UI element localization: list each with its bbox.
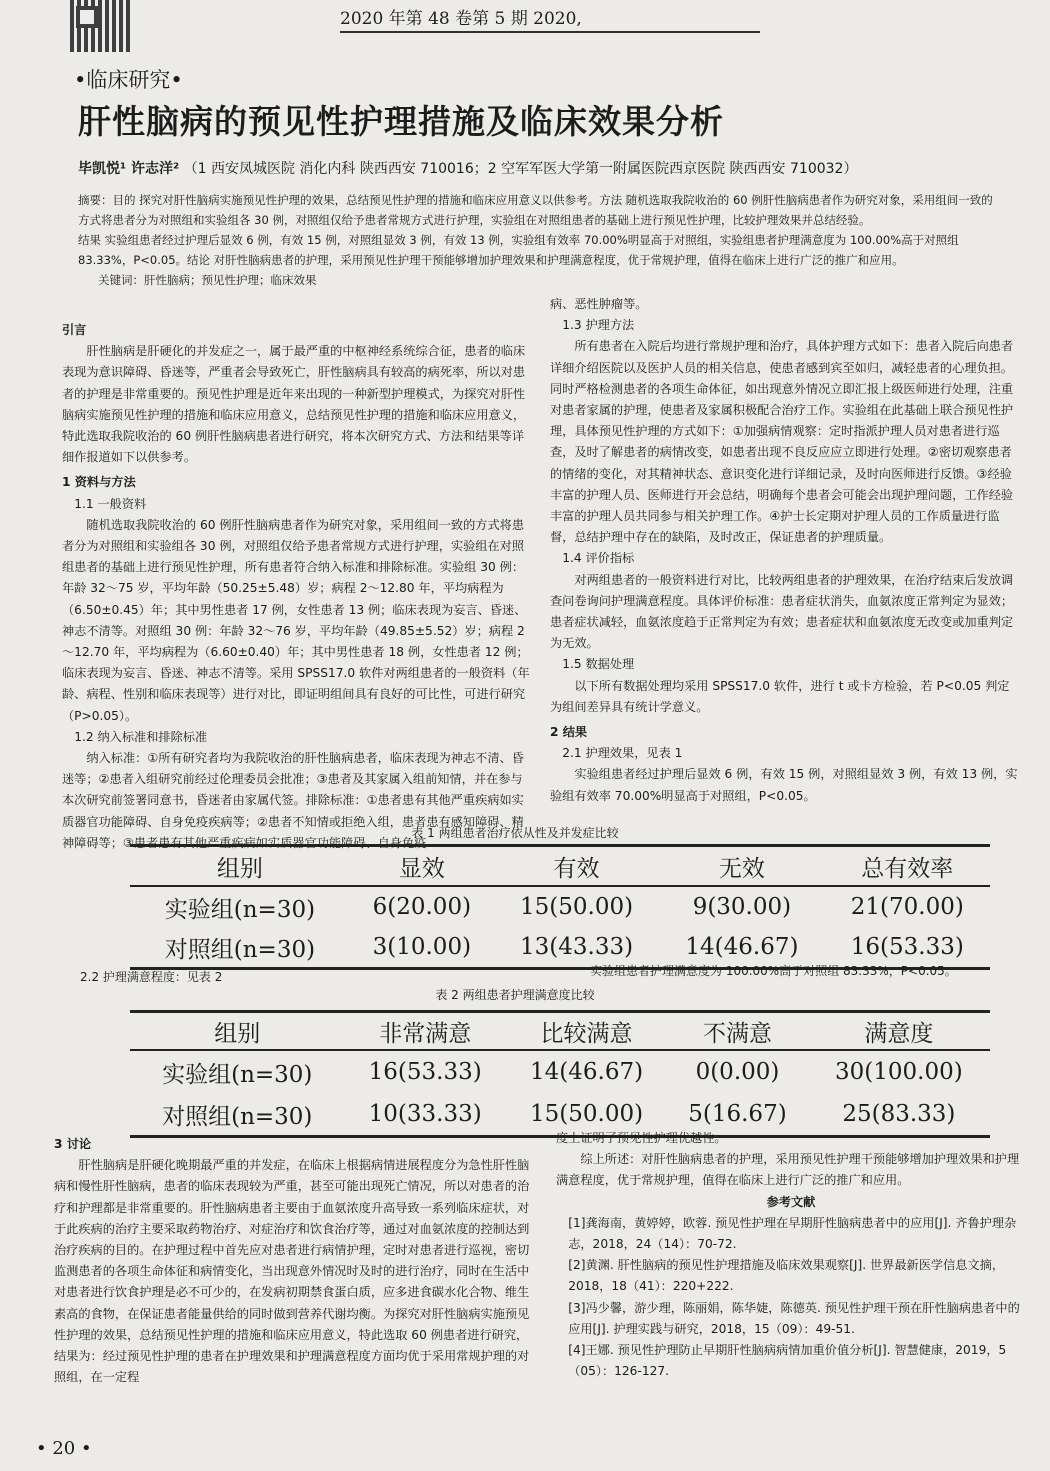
- discussion-text: 肝性脑病是肝硬化晚期最严重的并发症，在临床上根据病情进展程度分为急性肝性脑病和慢性肝性脑病，患者的临床表现较为严重，甚至可能出现死亡情况，所以对患者的治疗和护理都是非常重要的。肝性脑病患者主要由于血氨浓度升高导致一系列临床症状，对于此疾病的治疗主要采取药物治疗、对症治疗和饮食治疗等，通过对血氨浓度的控制达到治疗疾病的目的。在护理过程中首先应对患者进行病情护理，定时对患者进行巡视，密切监测患者的各项生命体征和病情变化，当出现意外情况时及时的进行治疗，同时在生活中对患者进行饮食护理是必不可少的，在发病初期禁食蛋白质，应多进食碳水化合物、维生素高的食物，在保证患者能量供给的同时做到营养代谢均衡。为探究对肝性脑病实施预见性护理的效果，总结预见性护理的措施和临床应用意义，特此选取 60 例患者进行研究，结果为：经过预见性护理的患者在护理效果和护理满意程度方面均优于采用常规护理的对照组，在一定程: [54, 1158, 530, 1385]
- table1-header: 有效: [494, 846, 659, 887]
- table-cell: 21(70.00): [850, 894, 964, 920]
- author-line: [78, 158, 857, 178]
- section11-text: 随机选取我院收治的 60 例肝性脑病患者作为研究对象，采用组间一致的方式将患者分为对照组和实验组各 30 例，对照组仅给予患者常规方式进行护理，实验组在对照组患者的基础上进行预见性护理，所有患者符合纳入标准和排除标准。实验组 30 例：年龄 32～75 岁，平均年龄（50.25±5.48）岁；病程 2～12.80 年，平均病程为（6.50±0.45）年；其中男性患者 17 例，女性患者 13 例；临床表现为妄言、昏迷、神志不清等。对照组 30 例：年龄 32～76 岁，平均年龄（49.85±5.52）岁；病程 2～12.70 年，平均病程为（6.60±0.40）年；其中男性患者 18 例，女性患者 12 例；临床表现为妄言、昏迷、神志不清等。采用 SPSS17.0 软件对两组患者的一般资料（年龄、病程、性别和临床表现等）进行对比，即证明组间具有良好的可比性，可进行研究（P>0.05）。: [62, 517, 530, 723]
- running-head: 2020 年第 48 卷第 5 期 2020,: [340, 4, 760, 33]
- section1-heading: 1 资料与方法: [62, 475, 136, 490]
- table-cell: 10(33.33): [345, 1093, 506, 1137]
- table2-caption: 表 2 两组患者护理满意度比较: [435, 988, 595, 1002]
- keywords: 关键词：肝性脑病；预见性护理；临床效果: [98, 273, 317, 287]
- table2: [130, 1010, 990, 1138]
- right-column: [550, 294, 1020, 807]
- section-tag: •临床研究•: [74, 68, 183, 92]
- left-column: [62, 316, 530, 854]
- table-cell: 15(50.00): [520, 894, 634, 920]
- qr-code-icon: [70, 0, 132, 52]
- table-cell: 9(30.00): [692, 894, 792, 920]
- table1-header-row: [130, 846, 990, 887]
- intro-text: 肝性脑病是肝硬化的并发症之一，属于最严重的中枢神经系统综合征，患者的临床表现为意识障碍、昏迷等，严重者会导致死亡，肝性脑病具有较高的病死率，所以对患者的护理是非常重要的。预见性护理是近年来出现的一种新型护理模式，为探究对肝性脑病实施预见性护理的措施和临床应用意义，总结预见性护理的措施和临床应用意义，特此选取我院收治的 60 例肝性脑病患者进行研究，将本次研究方式、方法和结果等详细作报道如下以供参考。: [62, 344, 526, 465]
- conclusion-column: [556, 1128, 1026, 1382]
- table2-header: 满意度: [808, 1012, 990, 1051]
- reference-item: [1]龚海南，黄婷婷，欧蓉. 预见性护理在早期肝性脑病患者中的应用[J]. 齐鲁护理杂志，2018，24（14）：70-72.: [568, 1215, 1017, 1252]
- table2-header: 不满意: [667, 1012, 807, 1051]
- section14-text: 对两组患者的一般资料进行对比，比较两组患者的护理效果，在治疗结束后发放调查问卷询问护理满意程度。具体评价标准：患者症状消失，血氨浓度正常判定为显效；患者症状减轻，血氨浓度趋于正常判定为有效；患者症状和血氨浓度无改变或加重判定为无效。: [550, 572, 1014, 651]
- article-title: 肝性脑病的预见性护理措施及临床效果分析: [78, 102, 724, 141]
- table-cell: 对照组(n=30): [130, 927, 350, 969]
- table-cell: 25(83.33): [808, 1093, 990, 1137]
- section22-text: 实验组患者护理满意度为 100.00%高于对照组 83.33%，P<0.05。: [590, 964, 957, 978]
- intro-heading: 引言: [62, 323, 87, 337]
- conclusion-text: 综上所述：对肝性脑病患者的护理，采用预见性护理干预能够增加护理效果和护理满意程度，优于常规护理，值得在临床上进行广泛的推广和应用。: [556, 1152, 1020, 1188]
- table-cell: 实验组(n=30): [162, 1061, 313, 1088]
- table-cell: 13(43.33): [494, 927, 659, 969]
- section13-heading: 1.3 护理方法: [562, 318, 635, 333]
- section15-heading: 1.5 数据处理: [562, 657, 635, 672]
- section11-heading: 1.1 一般资料: [74, 496, 147, 511]
- table-cell: 15(50.00): [506, 1093, 667, 1137]
- table1-header: 显效: [350, 846, 494, 887]
- section12-text: 纳入标准：①所有研究者均为我院收治的肝性脑病患者，临床表现为神志不清、昏迷等；②患者入组研究前经过伦理委员会批准；③患者及其家属入组前知情，并在参与本次研究前签署同意书，昏迷者由家属代签。排除标准：①患者患有其他严重疾病如实质器官功能障碍、自身免疫疾病等；②患者不知情或拒绝入组，患者患有感知障碍、精神障碍等；③患者患有其他严重疾病如实质器官功能障碍、自身免疫: [62, 751, 524, 850]
- references-heading: 参考文献: [766, 1194, 816, 1209]
- table1: [130, 844, 990, 970]
- reference-item: [3]冯少馨，游少理，陈丽娟，陈华婕，陈德英. 预见性护理干预在肝性脑病患者中的应用[J]. 护理实践与研究，2018，15（09）：49-51.: [568, 1300, 1020, 1336]
- right-top-text: 病、恶性肿瘤等。: [550, 297, 648, 311]
- section2-heading: 2 结果: [550, 725, 588, 740]
- table-cell: 30(100.00): [835, 1059, 963, 1085]
- table-cell: 6(20.00): [372, 894, 472, 920]
- table-cell: 14(46.67): [659, 927, 824, 969]
- reference-item: [4]王娜. 预见性护理防止早期肝性脑病病情加重价值分析[J]. 智慧健康，2019，5（05）：126-127.: [568, 1343, 1007, 1379]
- table-cell: 14(46.67): [530, 1059, 644, 1085]
- table1-header: 无效: [659, 846, 824, 887]
- table1-header: 总有效率: [825, 846, 990, 887]
- table-row: [130, 886, 990, 927]
- affiliation: （1 西安凤城医院 消化内科 陕西西安 710016；2 空军军医大学第一附属医院西京医院 陕西西安 710032）: [183, 161, 858, 177]
- abstract: [78, 190, 998, 270]
- table2-header: 非常满意: [345, 1012, 506, 1051]
- table1-caption: 表 1 两组患者治疗依从性及并发症比较: [411, 826, 619, 840]
- table-cell: 0(0.00): [695, 1059, 780, 1085]
- section12-heading: 1.2 纳入标准和排除标准: [74, 729, 208, 744]
- section21-heading: 2.1 护理效果，见表 1: [562, 746, 683, 761]
- authors: 毕凯悦¹ 许志洋²: [78, 161, 180, 177]
- section22-heading: 2.2 护理满意程度：见表 2: [80, 970, 223, 984]
- table-cell: 16(53.33): [368, 1059, 482, 1085]
- table2-header-row: [130, 1012, 990, 1051]
- table2-header: 比较满意: [506, 1012, 667, 1051]
- table-cell: 16(53.33): [825, 927, 990, 969]
- table2-header: 组别: [130, 1012, 345, 1051]
- table-cell: 3(10.00): [350, 927, 494, 969]
- section14-heading: 1.4 评价指标: [562, 551, 635, 566]
- abstract-result: 结果 实验组患者经过护理后显效 6 例，有效 15 例，对照组显效 3 例，有效 13 例，实验组有效率 70.00%明显高于对照组，实验组患者护理满意度为 100.00%高于对照组 83.33%，P<0.05。结论 对肝性脑病患者的护理，采用预见性护理干预能够增加护理效果和护理满意程度，优于常规护理，值得在临床上进行广泛的推广和应用。: [78, 233, 959, 267]
- section15-text: 以下所有数据处理均采用 SPSS17.0 软件，进行 t 或卡方检验，若 P<0.05 判定为组间差异具有统计学意义。: [550, 678, 1010, 714]
- section3-heading: 3 讨论: [54, 1137, 92, 1151]
- table-cell: 5(16.67): [667, 1093, 807, 1137]
- section13-text: 所有患者在入院后均进行常规护理和治疗，具体护理方式如下：患者入院后向患者详细介绍医院以及医护人员的相关信息，使患者感到宾至如归，减轻患者的心理负担。同时严格检测患者的各项生命体征，如出现意外情况立即汇报上级医师进行处理，注重对患者家属的护理，使患者及家属积极配合治疗工作。实验组在此基础上联合预见性护理，具体预见性护理的方式如下：①加强病情观察：定时指派护理人员对患者进行巡查，及时了解患者的病情改变，如患者出现不良反应应立即进行处理。②密切观察患者的情绪的变化，对其精神状态、意识变化进行详细记录，及时向医师进行反馈。③经验丰富的护理人员、医师进行开会总结，明确每个患者会可能会出现护理问题，工作经验丰富的护理人员共同参与相关护理工作。④护士长定期对护理人员的工作质量进行监督，总结护理中存在的缺陷，及时改正，保证患者的护理质量。: [550, 339, 1014, 545]
- table1-header: 组别: [130, 846, 350, 887]
- table-cell: 实验组(n=30): [164, 896, 316, 923]
- reference-item: [2]黄渊. 肝性脑病的预见性护理措施及临床效果观察[J]. 世界最新医学信息文摘，2018，18（41）：220+222.: [568, 1258, 1005, 1294]
- discussion-column: [54, 1130, 534, 1388]
- abstract-objective: 摘要：目的 探究对肝性脑病实施预见性护理的效果，总结预见性护理的措施和临床应用意义以供参考。方法 随机选取我院收治的 60 例肝性脑病患者作为研究对象，采用组间一致的方式将患者分为对照组和实验组各 30 例，对照组仅给予患者常规方式进行护理，实验组在对照组患者的基础上进行预见性护理，比较护理效果并总结经验。: [78, 193, 993, 227]
- conclusion-top-text: 度上证明了预见性护理优越性。: [556, 1131, 727, 1145]
- table-cell: 对照组(n=30): [130, 1093, 345, 1137]
- section21-text: 实验组患者经过护理后显效 6 例，有效 15 例，对照组显效 3 例，有效 13 例，实验组有效率 70.00%明显高于对照组，P<0.05。: [550, 767, 1018, 803]
- page-number: • 20 •: [36, 1438, 92, 1459]
- table-row: [130, 1050, 990, 1093]
